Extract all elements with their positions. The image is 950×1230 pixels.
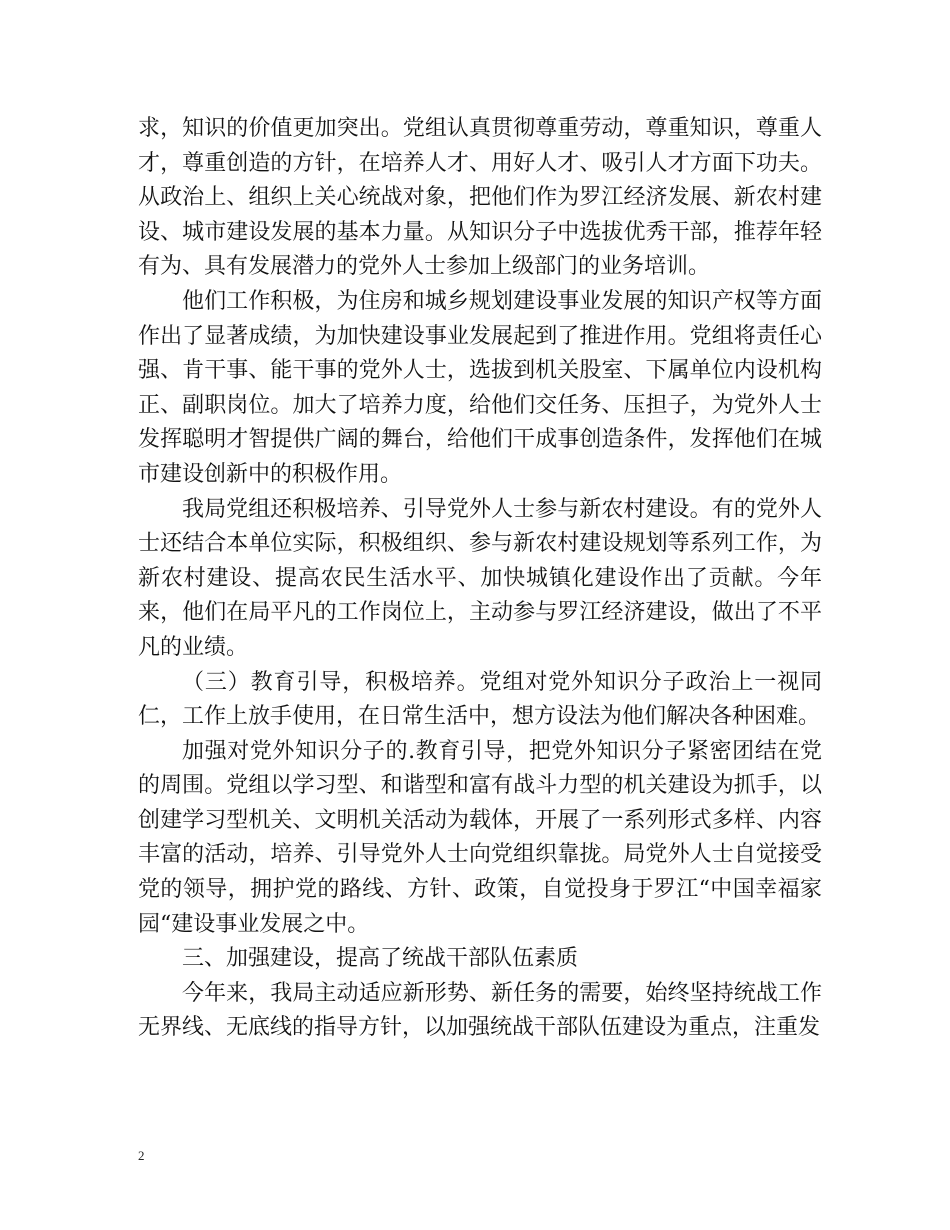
paragraph-2: 他们工作积极，为住房和城乡规划建设事业发展的知识产权等方面作出了显著成绩，为加快建设事业发展起到了推进作用。党组将责任心强、肯干事、能干事的党外人士，选拔到机关股室、下属单位内设机构正、副职岗位。加大了培养力度，给他们交任务、压担子，为党外人士发挥聪明才智提供广阔的舞台，给他们干成事创造条件，发挥他们在城市建设创新中的积极作用。	[138, 288, 822, 487]
paragraph-7: 今年来，我局主动适应新形势、新任务的需要，始终坚持统战工作无界线、无底线的指导方针，以加强统战干部队伍建设为重点，注重发	[138, 980, 822, 1041]
body-text	[138, 112, 822, 1046]
paragraph-4: （三）教育引导，积极培养。党组对党外知识分子政治上一视同仁，工作上放手使用，在日常生活中，想方设法为他们解决各种困难。	[138, 669, 822, 730]
section-heading: 三、加强建设，提高了统战干部队伍素质	[182, 946, 579, 972]
page-number: 2	[138, 1148, 145, 1163]
paragraph-5: 加强对党外知识分子的.教育引导，把党外知识分子紧密团结在党的周围。党组以学习型、和谐型和富有战斗力型的机关建设为抓手，以创建学习型机关、文明机关活动为载体，开展了一系列形式多样、内容丰富的活动，培养、引导党外人士向党组织靠拢。局党外人士自觉接受党的领导，拥护党的路线、方针、政策，自觉投身于罗江“中国幸福家园“建设事业发展之中。	[138, 738, 822, 937]
paragraph-3: 我局党组还积极培养、引导党外人士参与新农村建设。有的党外人士还结合本单位实际，积极组织、参与新农村建设规划等系列工作，为新农村建设、提高农民生活水平、加快城镇化建设作出了贡献。今年来，他们在局平凡的工作岗位上，主动参与罗江经济建设，做出了不平凡的业绩。	[138, 496, 822, 660]
paragraph-1: 求，知识的价值更加突出。党组认真贯彻尊重劳动，尊重知识，尊重人才，尊重创造的方针，在培养人才、用好人才、吸引人才方面下功夫。从政治上、组织上关心统战对象，把他们作为罗江经济发展、新农村建设、城市建设发展的基本力量。从知识分子中选拔优秀干部，推荐年轻有为、具有发展潜力的党外人士参加上级部门的业务培训。	[138, 116, 822, 280]
